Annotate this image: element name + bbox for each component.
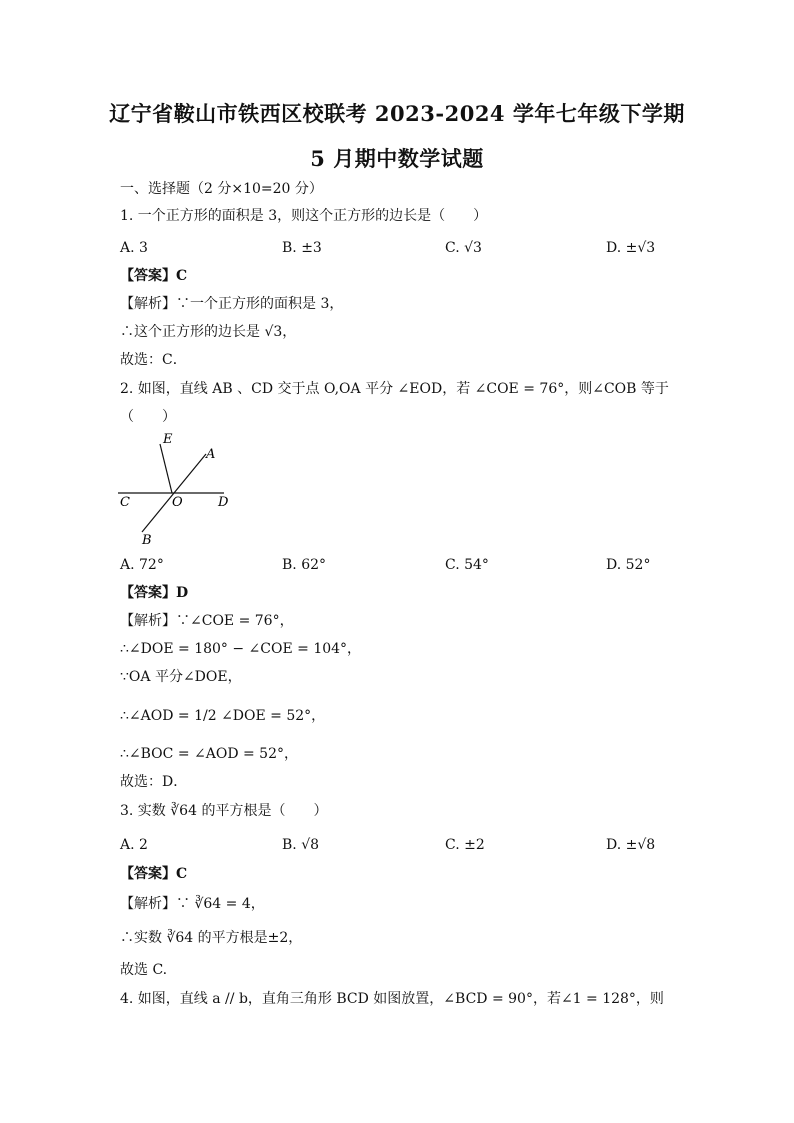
q2-option-a: A. 72° — [120, 557, 164, 573]
q2-option-b: B. 62° — [282, 557, 327, 573]
label-o: O — [172, 495, 183, 510]
q1-analysis-1: 【解析】∵一个正方形的面积是 3， — [120, 296, 344, 312]
q1-stem: 1. 一个正方形的面积是 3，则这个正方形的边长是（ ） — [120, 208, 488, 224]
q3-stem: 3. 实数 ∛64 的平方根是（ ） — [120, 803, 328, 819]
q2-stem: 2. 如图，直线 AB 、CD 交于点 O,OA 平分 ∠EOD，若 ∠COE = 76°，则∠COB 等于 — [120, 381, 669, 397]
q2-option-d: D. 52° — [606, 557, 651, 573]
label-a: A — [206, 447, 216, 462]
q1-analysis-2: ∴这个正方形的边长是 √3， — [120, 324, 297, 340]
q3-analysis-1: 【解析】∵ ∛64 = 4， — [120, 896, 265, 912]
q1-analysis-3: 故选：C． — [120, 352, 187, 368]
q2-analysis-1: 【解析】∵∠COE = 76°， — [120, 613, 294, 629]
q3-option-a: A. 2 — [120, 837, 148, 853]
q1-answer: 【答案】C — [120, 268, 188, 284]
q2-analysis-3: ∵OA 平分∠DOE， — [120, 669, 242, 685]
q1-option-d: D. ±√3 — [606, 240, 656, 256]
document-title-line2: 5 月期中数学试题 — [310, 146, 484, 171]
label-e: E — [163, 432, 173, 447]
q2-analysis-6: 故选：D． — [120, 774, 188, 790]
q3-option-d: D. ±√8 — [606, 837, 656, 853]
q1-option-a: A. 3 — [120, 240, 148, 256]
q3-analysis-3: 故选 C. — [120, 962, 168, 978]
ray-oe — [160, 444, 172, 493]
intersecting-lines-figure — [118, 430, 248, 548]
label-b: B — [142, 533, 152, 548]
q3-answer: 【答案】C — [120, 866, 188, 882]
q1-option-b: B. ±3 — [282, 240, 322, 256]
q2-analysis-2: ∴∠DOE = 180° − ∠COE = 104°， — [120, 641, 362, 657]
label-d: D — [218, 495, 229, 510]
q3-option-c: C. ±2 — [445, 837, 485, 853]
q3-analysis-2: ∴实数 ∛64 的平方根是±2， — [120, 930, 303, 946]
label-c: C — [120, 495, 130, 510]
section-heading: 一、选择题（2 分×10=20 分） — [120, 181, 323, 197]
q2-analysis-4: ∴∠AOD = 1/2 ∠DOE = 52°， — [120, 708, 326, 724]
q2-analysis-5: ∴∠BOC = ∠AOD = 52°， — [120, 746, 298, 762]
q4-stem: 4. 如图，直线 a // b，直角三角形 BCD 如图放置，∠BCD = 90°，若∠1 = 128°，则 — [120, 991, 664, 1007]
q2-answer: 【答案】D — [120, 585, 189, 601]
q3-option-b: B. √8 — [282, 837, 320, 853]
q2-option-c: C. 54° — [445, 557, 489, 573]
document-title-line1: 辽宁省鞍山市铁西区校联考 2023-2024 学年七年级下学期 — [109, 101, 685, 126]
q2-stem-paren: （ ） — [120, 409, 176, 425]
q1-option-c: C. √3 — [445, 240, 482, 256]
